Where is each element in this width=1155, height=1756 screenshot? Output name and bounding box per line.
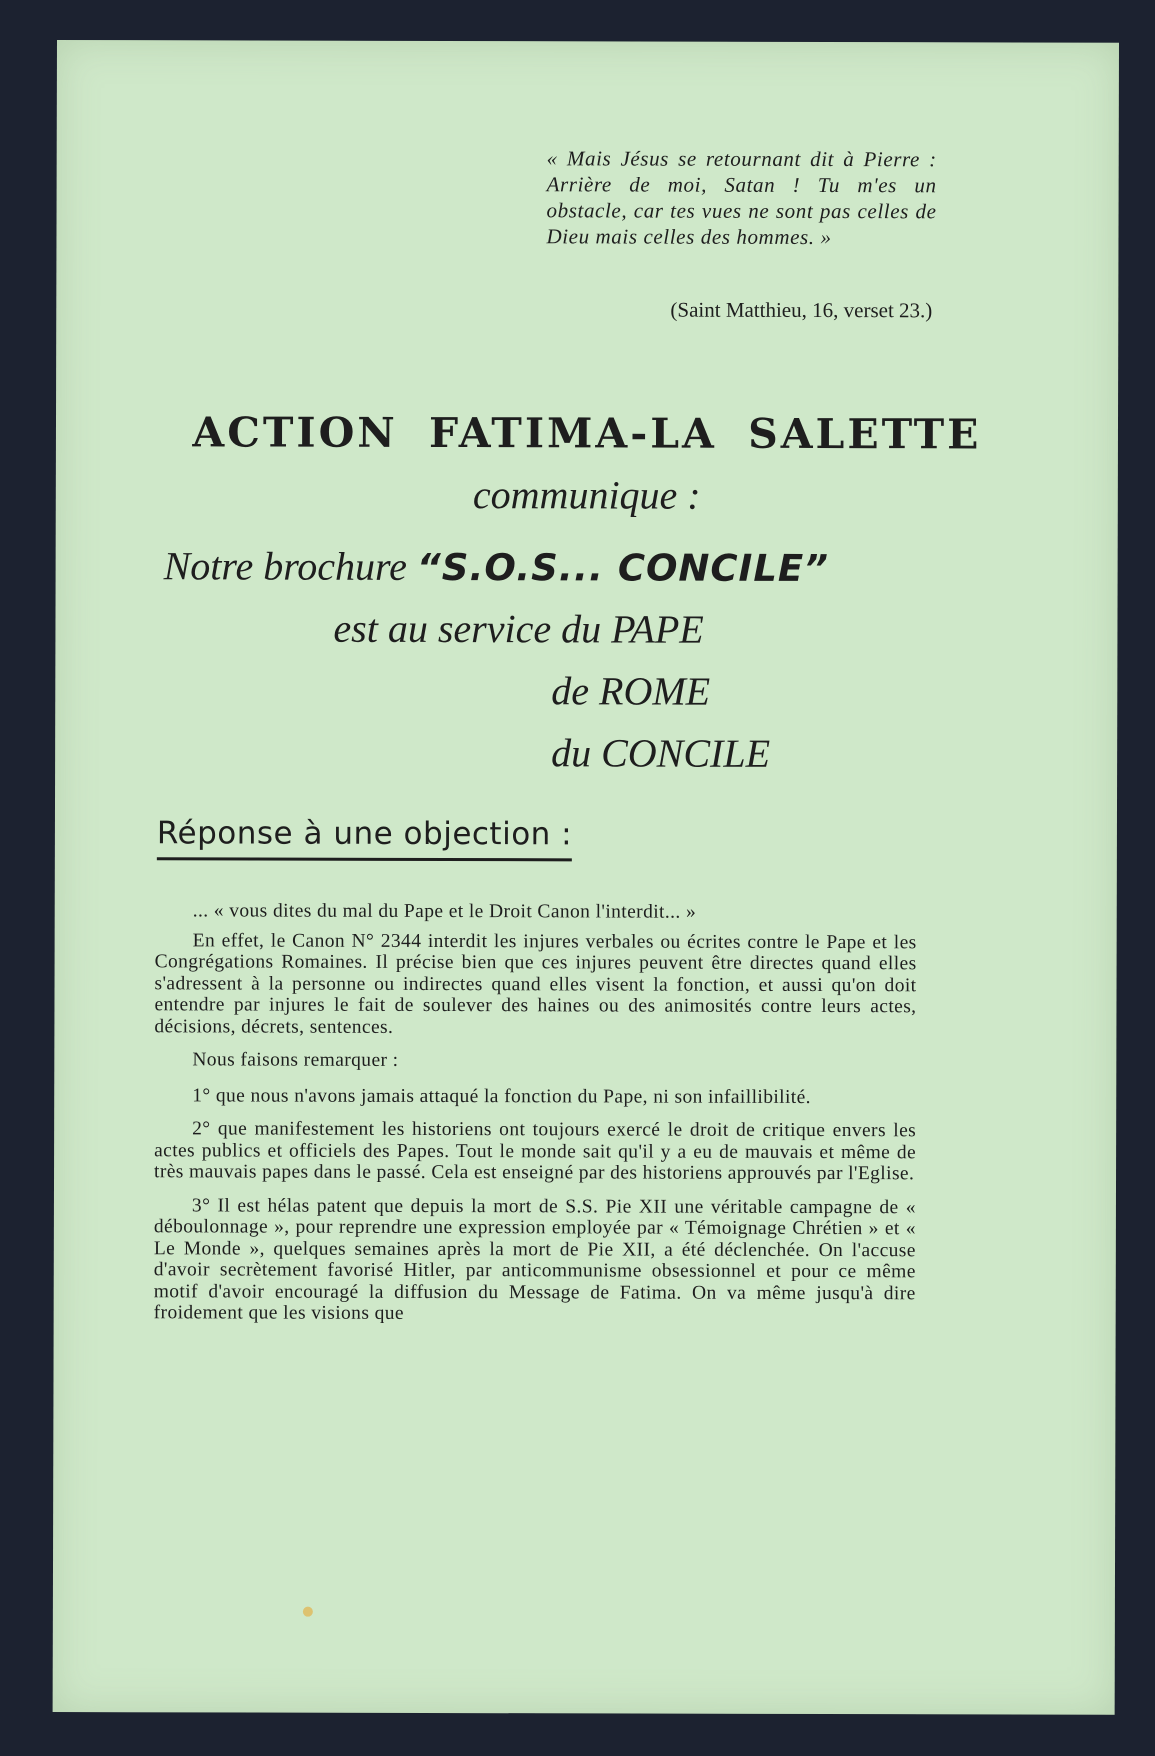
paragraph-point-3: 3° Il est hélas patent que depuis la mort de S.S. Pie XII une véritable campagne de « déboulonnage », pour reprendre une expression employée par « Témoignage Chrétien » et « Le Monde », quelques semaines après la mort de Pie XII, a été déclenchée. On l'accuse d'avoir secrètement favorisé Hitler, par anticommunisme obsessionnel et pour ce même motif d'avoir encouragé la diffusion du Message de Fatima. On va même jusqu'à dire froidement que les visions que	[153, 1194, 916, 1324]
paper-spot	[303, 1607, 313, 1617]
paragraph-remark: Nous faisons remarquer :	[192, 1049, 399, 1071]
brochure-title: “S.O.S... CONCILE”	[416, 545, 830, 591]
service-line-2: de ROME	[551, 668, 711, 714]
objection-quote: ... « vous dites du mal du Pape et le Droit Canon l'interdit... »	[192, 900, 697, 923]
section-heading: Réponse à une objection :	[157, 815, 572, 861]
brochure-line	[164, 542, 1024, 591]
epigraph-quote: « Mais Jésus se retournant dit à Pierre : Arrière de moi, Satan ! Tu m'es un obstacle, car tes vues ne sont pas celles de Dieu mais celles des hommes. »	[546, 146, 937, 250]
communique-line: communique :	[472, 472, 701, 518]
page-title: ACTION FATIMA-LA SALETTE	[192, 408, 982, 459]
paragraph-point-1: 1° que nous n'avons jamais attaqué la fonction du Pape, ni son infaillibilité.	[192, 1084, 811, 1108]
paragraph-canon: En effet, le Canon N° 2344 interdit les injures verbales ou écrites contre le Pape et les Congrégations Romaines. Il précise bien que ces injures peuvent être directes quand elles s'adressent à la personne ou indirectes quand elles visent la fonction, et aussi qu'on doit entendre par injures le fait de soulever des haines ou des animosités contre leurs actes, décisions, décrets, sentences.	[154, 929, 917, 1038]
paragraph-point-2: 2° que manifestement les historiens ont toujours exercé le droit de critique envers les actes publics et officiels des Papes. Tout le monde sait qu'il y a eu de mauvais et même de très mauvais papes dans le passé. Cela est enseigné par des historiens approuvés par l'Eglise.	[154, 1118, 917, 1185]
epigraph-citation: (Saint Matthieu, 16, verset 23.)	[670, 297, 933, 323]
document-page	[53, 40, 1119, 1715]
service-line-3: du CONCILE	[551, 730, 771, 776]
body-text	[154, 900, 917, 1337]
service-line-1: est au service du PAPE	[333, 605, 704, 652]
brochure-prefix: Notre brochure	[163, 543, 407, 589]
